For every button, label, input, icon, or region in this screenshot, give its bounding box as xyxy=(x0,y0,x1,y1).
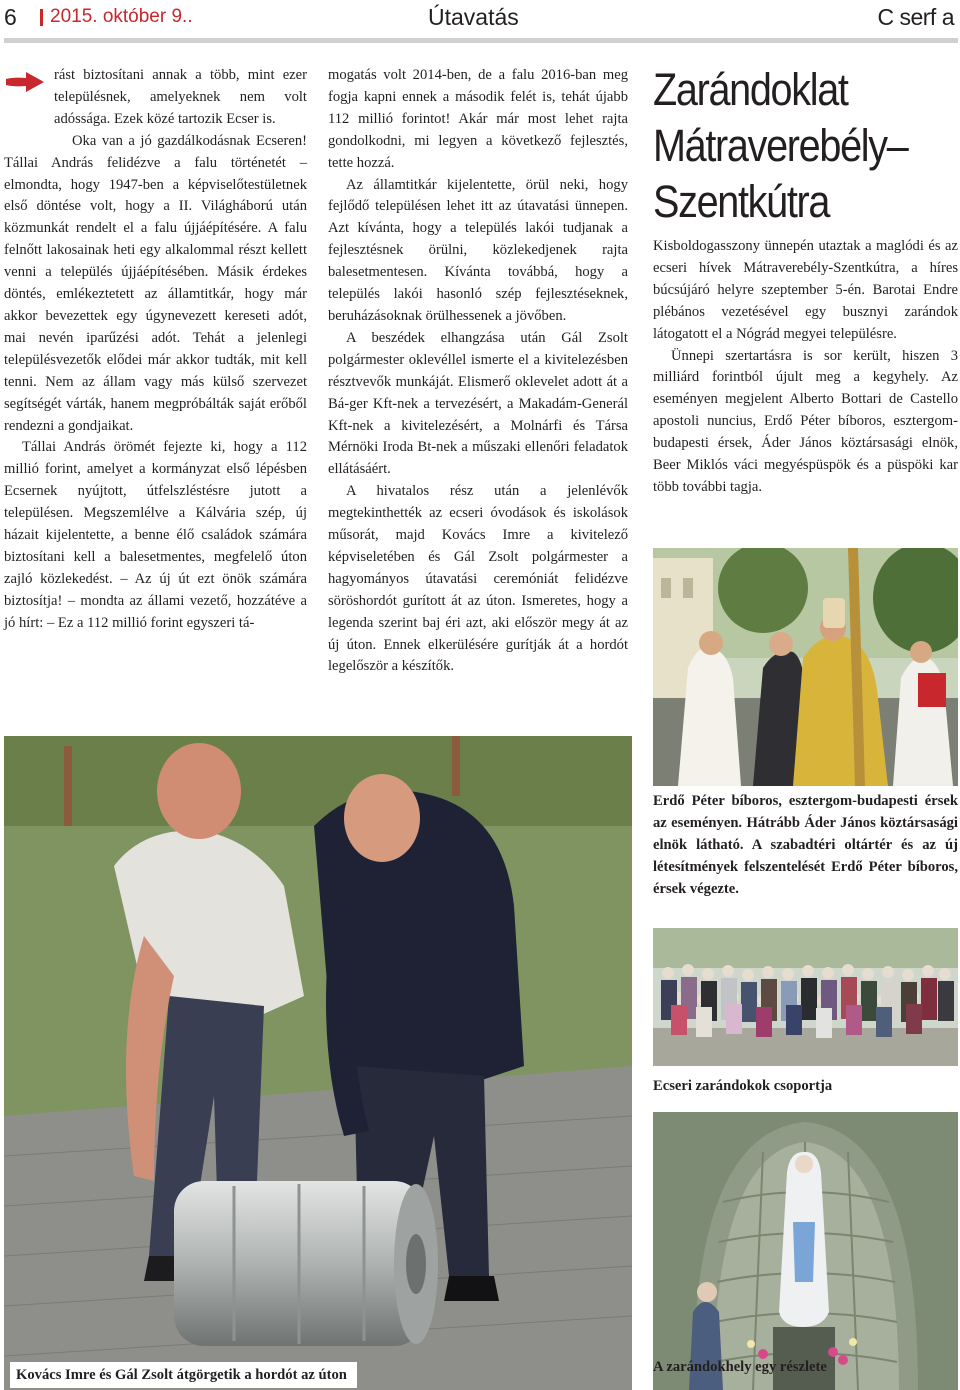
article-paragraph: Az államtitkár kijelentette, örül neki, hogy fejlődő településen lehet itt az útavatási ünnepen. Azt kívánta, hogy a település lakói tudjanak a fejlesztésnek örülni, közlekedjenek rajta balesetmentesen. Kívánta továbbá, hogy a település lakói hasonló szép fejlesztéseknek, beruházásoknak örülhessenek a jövőben. xyxy=(328,176,628,324)
pilgrim-group-caption: Ecseri zarándokok csoportja xyxy=(653,1078,833,1094)
article-column-2 xyxy=(328,65,628,678)
issue-date: 2015. október 9.. xyxy=(50,6,193,27)
shrine-photo-caption: A zarándokhely egy részlete xyxy=(653,1359,827,1375)
pilgrim-group-photo xyxy=(653,928,958,1066)
article-paragraph: Oka van a jó gazdálkodásnak Ecseren! Tállai András felidézve a falu történetét – elmondta, hogy 1947-ben a képviselőtestületnek első döntése volt, hogy a II. Világháború után közmunkát rendelt el a falu újjáépítésére. A falu felnőtt lakosainak heti egy alkalommal részt kellett venni a település újjáépítésében. Másik érdekes döntés, emlékeztetett az államtitkár, hogy már akkor bevezettek egy úgynevezett kereseti adót, mai nevén iparűzési adót. Tehát a jelenlegi településvezetők elődei már akkor tudták, mit kell tenni. Nem az állam vagy más külső szervezet segítségét várták, hanem megpróbálták saját erőből rendezni a gondjaikat. xyxy=(4,132,307,434)
sidebar-paragraph: Ünnepi szertartásra is sor került, hiszen 3 milliárd forintból újult meg a kegyhely. Az eseményen megjelent Alberto Bottari de Castello apostoli nuncius, Erdő Péter bíboros, esztergom-budapesti érsek, Áder János köztársasági elnök, Beer Miklós váci megyéspüspök és a püspöki kar több további tagja. xyxy=(653,347,958,495)
page-number: 6 xyxy=(4,4,17,30)
page-header xyxy=(0,0,960,46)
header-rule xyxy=(4,38,958,43)
cardinal-photo-caption: Erdő Péter bíboros, esztergom-budapesti érsek az eseményen. Hátrább Áder János köztársasági elnök látható. A szabadtéri oltártér és az új létesítmények felszentelését Erdő Péter bíboros, érsek végezte. xyxy=(653,793,958,897)
publication-name: C serf a xyxy=(877,4,954,30)
article-paragraph: mogatás volt 2014-ben, de a falu 2016-ban meg fogja kapni ennek a második felét is, tehát újabb 112 millió forintot! Akár már most lehet rajta gondolkodni, mi legyen a következő fejlesztés, tette hozzá. xyxy=(328,67,628,171)
cardinal-photo xyxy=(653,548,958,786)
arrow-right-icon xyxy=(4,70,46,94)
headline-line: Zarándoklat xyxy=(653,64,848,115)
sidebar-headline xyxy=(653,62,921,230)
article-paragraph: Tállai András örömét fejezte ki, hogy a 112 millió forint, amelyet a kormányzat első lépésben Ecsernek nyújtott, útfelszléstésre jutott a településen. Megszemlélve a Kálvária szép, új házait kijelentette, a benne élő családok számára biztosítani kell a balesetmentes, megfelelő úton zajló közlekedést. – Az új út ezt önök számára biztosítja! – mondta az állami vezető, hozzátéve a jó hírt: – Ez a 112 millió forint egyszeri tá- xyxy=(4,439,307,631)
main-photo-caption: Kovács Imre és Gál Zsolt átgörgetik a hordót az úton xyxy=(10,1362,357,1388)
sidebar-text xyxy=(653,236,958,499)
article-column-1 xyxy=(4,65,307,635)
article-paragraph: rást biztosítani annak a több, mint ezer településnek, amelyeknek nem volt adóssága. Ezek közé tartozik Ecser is. xyxy=(54,67,307,127)
article-paragraph: A beszédek elhangzása után Gál Zsolt polgármester oklevéllel ismerte el a kivitelezésben résztvevők munkáját. Elismerő oklevelet adott át a Bá-ger Kft-nek a tervezésért, a Makadám-Generál Kft-nek a kivitelezésért, a Molnárfi és Társa Mérnöki Iroda Bt-nek a műszaki ellenőri feladatok ellátásáért. xyxy=(328,329,628,478)
article-paragraph: A hivatalos rész után a jelenlévők megtekinthették az ecseri óvodások és iskolások műsorát, majd Kovács Imre a kivitelező képviseletében és Gál Zsolt polgármester a hagyományos útavatási ceremóniát felidézve söröshordót gurított át az úton. Ismeretes, hogy a legenda szerint baj éri azt, aki először megy át az új úton. Ennek elkerülésére gurítják át a hordót legelőször a készítők. xyxy=(328,483,628,675)
headline-line: Szentkútra xyxy=(653,176,830,227)
shrine-photo xyxy=(653,1112,958,1390)
sidebar-paragraph: Kisboldogasszony ünnepén utaztak a maglódi és az ecseri hívek Mátraverebély-Szentkútra, a híres búcsújáró helyre szeptember 5-én. Barotai Endre plébános vezetésével egy busznyi zarándok látogatott el a Nógrád megyei településre. xyxy=(653,238,958,342)
header-separator xyxy=(40,9,43,26)
section-title: Útavatás xyxy=(428,4,519,30)
continuation-arrow xyxy=(4,65,54,131)
keg-rolling-photo xyxy=(4,736,632,1390)
headline-line: Mátraverebély– xyxy=(653,120,908,171)
